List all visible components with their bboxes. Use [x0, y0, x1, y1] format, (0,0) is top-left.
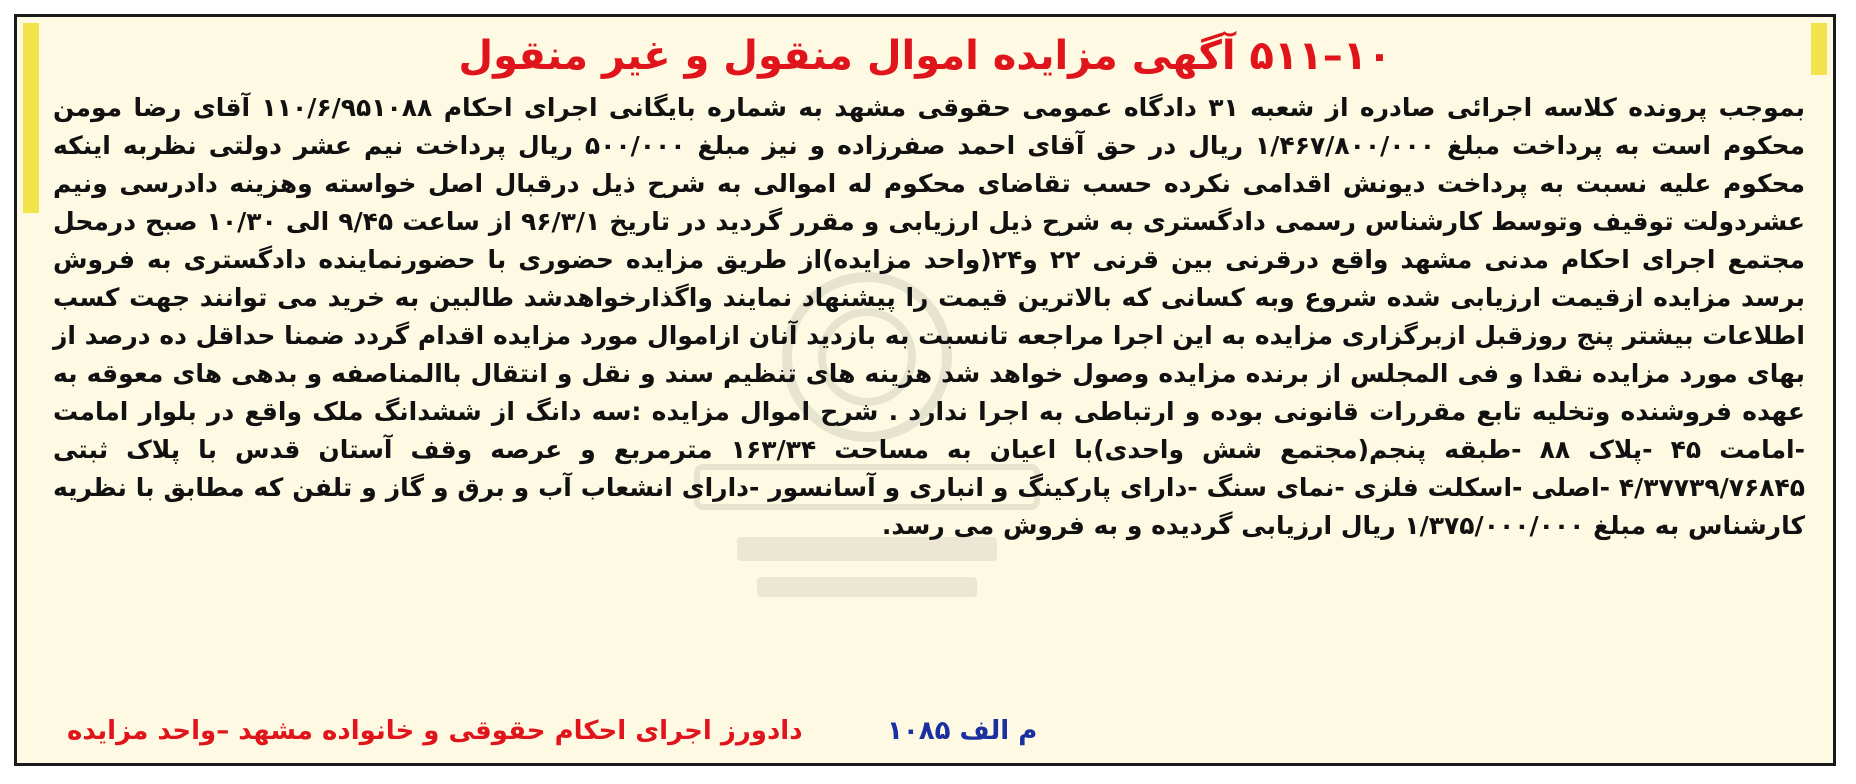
notice-signature: دادورز اجرای احکام حقوقی و خانواده مشهد –واحد مزایده [67, 716, 803, 746]
auction-notice [14, 14, 1836, 766]
notice-title: ۱۰–۵۱۱ آگهی مزایده اموال منقول و غیر منقول [458, 33, 1392, 79]
notice-body: بموجب پرونده کلاسه اجرائی صادره از شعبه ۳۱ دادگاه عمومی حقوقی مشهد به شماره بایگانی اجرای احکام ۱۱۰/۶/۹۵۱۰۸۸ آقای رضا مومن محکوم است به پرداخت مبلغ ۱/۴۶۷/۸۰۰/۰۰۰ ریال در حق آقای احمد صفرزاده و نیز مبلغ ۵۰۰/۰۰۰ ریال پرداخت نیم عشر دولتی نظربه اینکه محکوم علیه نسبت به پرداخت دیونش اقدامی نکرده حسب تقاضای محکوم له اموالی به شرح ذیل درقبال اصل خواسته وهزینه دادرسی ونیم عشردولت توقیف وتوسط کارشناس رسمی دادگستری به شرح ذیل ارزیابی و مقرر گردید در تاریخ ۹۶/۳/۱ از ساعت ۹/۴۵ الی ۱۰/۳۰ صبح درمحل مجتمع اجرای احکام مدنی مشهد واقع درقرنی بین قرنی ۲۲ و۲۴(واحد مزایده)از طریق مزایده حضوری با حضورنماینده دادگستری به فروش برسد مزایده ازقیمت ارزیابی شده شروع وبه کسانی که بالاترین قیمت را پیشنهاد نمایند واگذارخواهدشد طالبین به خرید می توانند جهت کسب اطلاعات بیشتر پنج روزقبل ازبرگزاری مزایده به این اجرا مراجعه تانسبت به بازدید آنان ازاموال مورد مزایده اقدام گردد ضمنا حداقل ده درصد از بهای مورد مزایده نقدا و فی المجلس از برنده مزایده وصول خواهد شد هزینه های تنظیم سند و نقل و انتقال باالمناصفه و بدهی های معوقه به عهده فروشنده وتخلیه تابع مقررات قانونی بوده و ارتباطی به اجرا ندارد . شرح اموال مزایده :سه دانگ از ششدانگ ملک واقع در بلوار امامت -امامت ۴۵ -پلاک ۸۸ -طبقه پنجم(مجتمع شش واحدی)با اعیان به مساحت ۱۶۳/۳۴ مترمربع و عرصه وقف آستان قدس با پلاک ثبتی ۴/۳۷۷۳۹/۷۶۸۴۵ -اصلی -اسکلت فلزی -نمای سنگ -دارای پارکینگ و انباری و آسانسور -دارای انشعاب آب و برق و گاز و تلفن که مطابق با نظریه کارشناس به مبلغ ۱/۳۷۵/۰۰۰/۰۰۰ ریال ارزیابی گردیده و به فروش می رسد. [53, 93, 1805, 540]
notice-code: م الف ۱۰۸۵ [887, 716, 1038, 746]
